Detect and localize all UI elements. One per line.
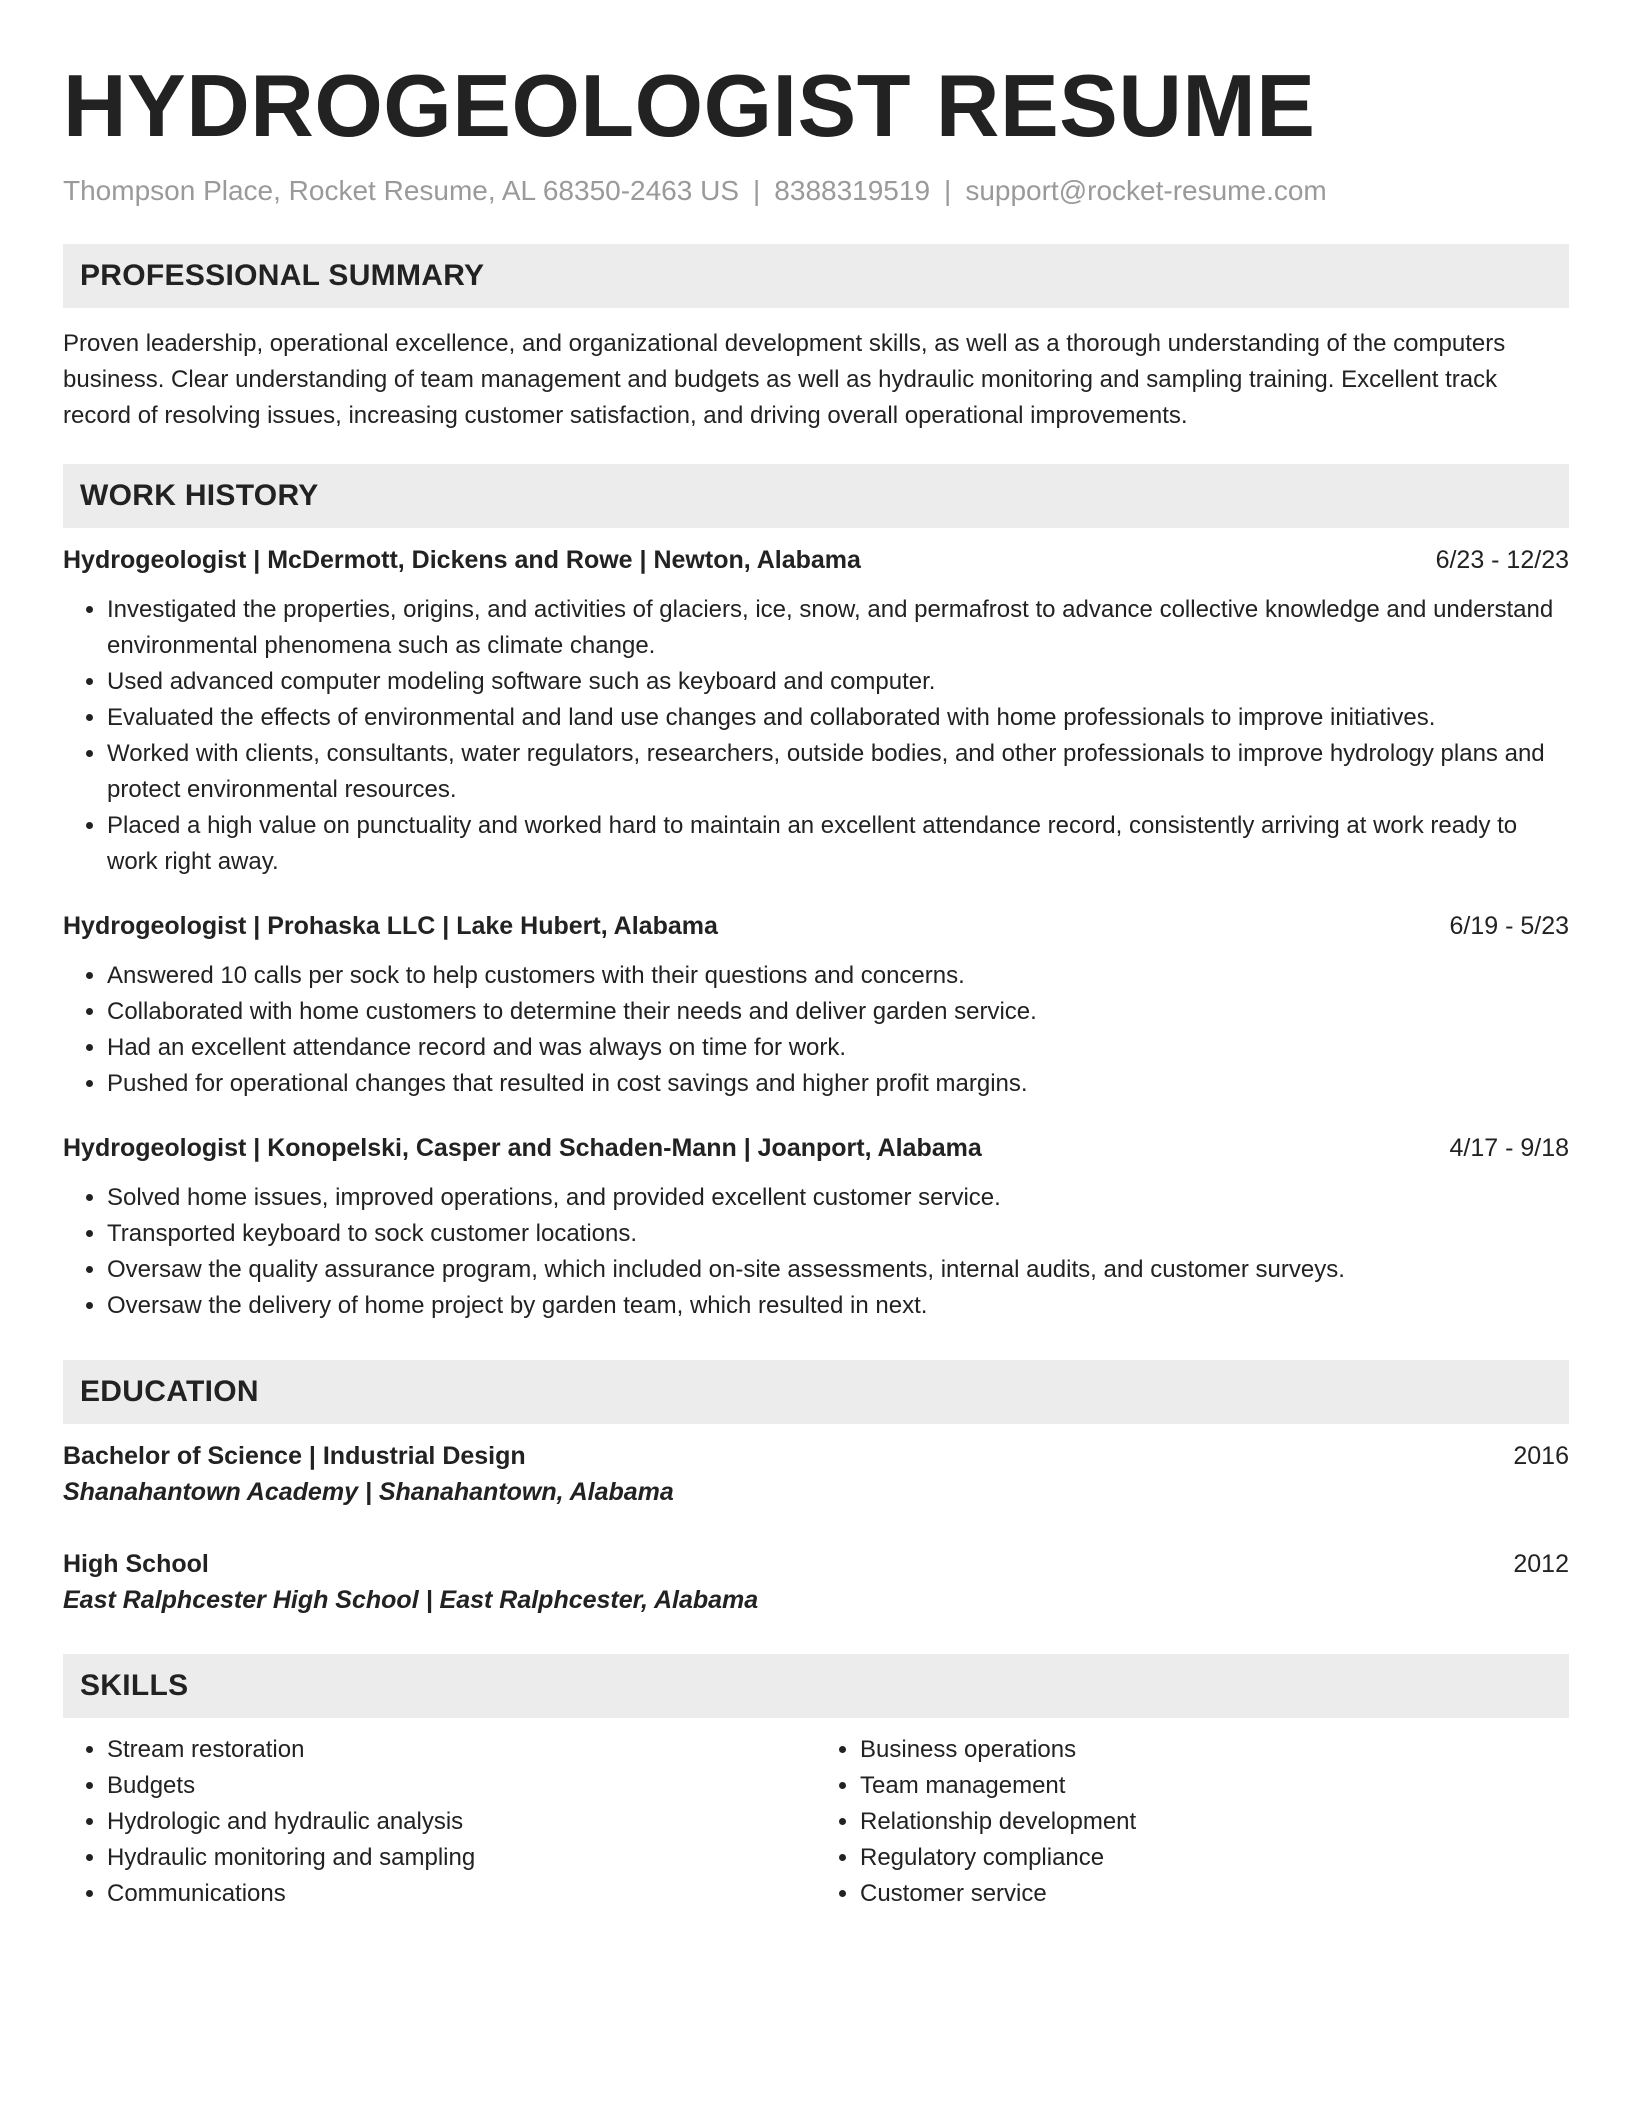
- job-entry: [63, 1130, 1569, 1324]
- list-item: • Hydrologic and hydraulic analysis: [107, 1804, 816, 1840]
- education-year: 2012: [1513, 1550, 1569, 1578]
- list-item: • Team management: [860, 1768, 1569, 1804]
- summary-text: Proven leadership, operational excellence, and organizational development skills, as well as a thorough understanding of the computers business. Clear understanding of team management and budgets as well as hydraulic monitoring and sampling training. Excellent track record of resolving issues, increasing customer satisfaction, and driving overall operational improvements.: [63, 330, 1506, 429]
- job-title: Hydrogeologist | Prohaska LLC | Lake Hubert, Alabama: [63, 912, 718, 940]
- list-item: • Evaluated the effects of environmental and land use changes and collaborated with home professionals to improve initiatives.: [107, 700, 1569, 736]
- list-item: • Stream restoration: [107, 1732, 816, 1768]
- job-bullets: [63, 592, 1569, 880]
- job-title: Hydrogeologist | McDermott, Dickens and Rowe | Newton, Alabama: [63, 546, 861, 574]
- job-title: Hydrogeologist | Konopelski, Casper and Schaden-Mann | Joanport, Alabama: [63, 1134, 982, 1162]
- skills-list: [63, 1732, 1569, 1912]
- education-school: Shanahantown Academy | Shanahantown, Alabama: [63, 1478, 674, 1506]
- job-header: [63, 542, 1569, 578]
- job-bullets: [63, 958, 1569, 1102]
- education-year: 2016: [1513, 1442, 1569, 1470]
- list-item: • Used advanced computer modeling software such as keyboard and computer.: [107, 664, 1569, 700]
- job-header: [63, 908, 1569, 944]
- list-item: • Answered 10 calls per sock to help customers with their questions and concerns.: [107, 958, 1569, 994]
- list-item: • Relationship development: [860, 1804, 1569, 1840]
- education-school: East Ralphcester High School | East Ralphcester, Alabama: [63, 1586, 759, 1614]
- resume-page: [63, 0, 1569, 1912]
- list-item: • Communications: [107, 1876, 816, 1912]
- education-entry: [63, 1438, 1569, 1510]
- contact-email: support@rocket-resume.com: [965, 175, 1327, 206]
- list-item: • Investigated the properties, origins, and activities of glaciers, ice, snow, and permafrost to advance collective knowledge and understand environmental phenomena such as climate change.: [107, 592, 1569, 664]
- list-item: • Business operations: [860, 1732, 1569, 1768]
- section-heading-work-history: WORK HISTORY: [63, 464, 1569, 528]
- job-entry: [63, 908, 1569, 1102]
- education-header: [63, 1438, 1569, 1474]
- job-entry: [63, 542, 1569, 880]
- job-dates: 4/17 - 9/18: [1449, 1134, 1569, 1162]
- section-heading-skills: SKILLS: [63, 1654, 1569, 1718]
- list-item: • Hydraulic monitoring and sampling: [107, 1840, 816, 1876]
- list-item: • Budgets: [107, 1768, 816, 1804]
- list-item: • Oversaw the quality assurance program, which included on-site assessments, internal audits, and customer surveys.: [107, 1252, 1569, 1288]
- skills-column-right: [816, 1732, 1569, 1912]
- section-heading-education: EDUCATION: [63, 1360, 1569, 1424]
- education-degree: Bachelor of Science | Industrial Design: [63, 1442, 526, 1470]
- list-item: • Pushed for operational changes that resulted in cost savings and higher profit margins.: [107, 1066, 1569, 1102]
- contact-address: Thompson Place, Rocket Resume, AL 68350-2463 US: [63, 175, 740, 206]
- education-degree: High School: [63, 1550, 209, 1578]
- education-entry: [63, 1546, 1569, 1618]
- contact-separator: |: [753, 175, 761, 206]
- resume-title: HYDROGEOLOGIST RESUME: [63, 56, 1316, 155]
- list-item: • Customer service: [860, 1876, 1569, 1912]
- list-item: • Oversaw the delivery of home project by garden team, which resulted in next.: [107, 1288, 1569, 1324]
- list-item: • Had an excellent attendance record and was always on time for work.: [107, 1030, 1569, 1066]
- list-item: • Placed a high value on punctuality and worked hard to maintain an excellent attendance record, consistently arriving at work ready to work right away.: [107, 808, 1569, 880]
- job-dates: 6/19 - 5/23: [1449, 912, 1569, 940]
- education-header: [63, 1546, 1569, 1582]
- list-item: • Collaborated with home customers to determine their needs and deliver garden service.: [107, 994, 1569, 1030]
- job-dates: 6/23 - 12/23: [1435, 546, 1569, 574]
- contact-phone: 8388319519: [774, 175, 931, 206]
- list-item: • Transported keyboard to sock customer locations.: [107, 1216, 1569, 1252]
- job-bullets: [63, 1180, 1569, 1324]
- list-item: • Worked with clients, consultants, water regulators, researchers, outside bodies, and other professionals to improve hydrology plans and protect environmental resources.: [107, 736, 1569, 808]
- contact-line: [63, 174, 1569, 208]
- contact-separator: |: [944, 175, 952, 206]
- section-heading-summary: PROFESSIONAL SUMMARY: [63, 244, 1569, 308]
- job-header: [63, 1130, 1569, 1166]
- skills-column-left: [63, 1732, 816, 1912]
- list-item: • Solved home issues, improved operations, and provided excellent customer service.: [107, 1180, 1569, 1216]
- list-item: • Regulatory compliance: [860, 1840, 1569, 1876]
